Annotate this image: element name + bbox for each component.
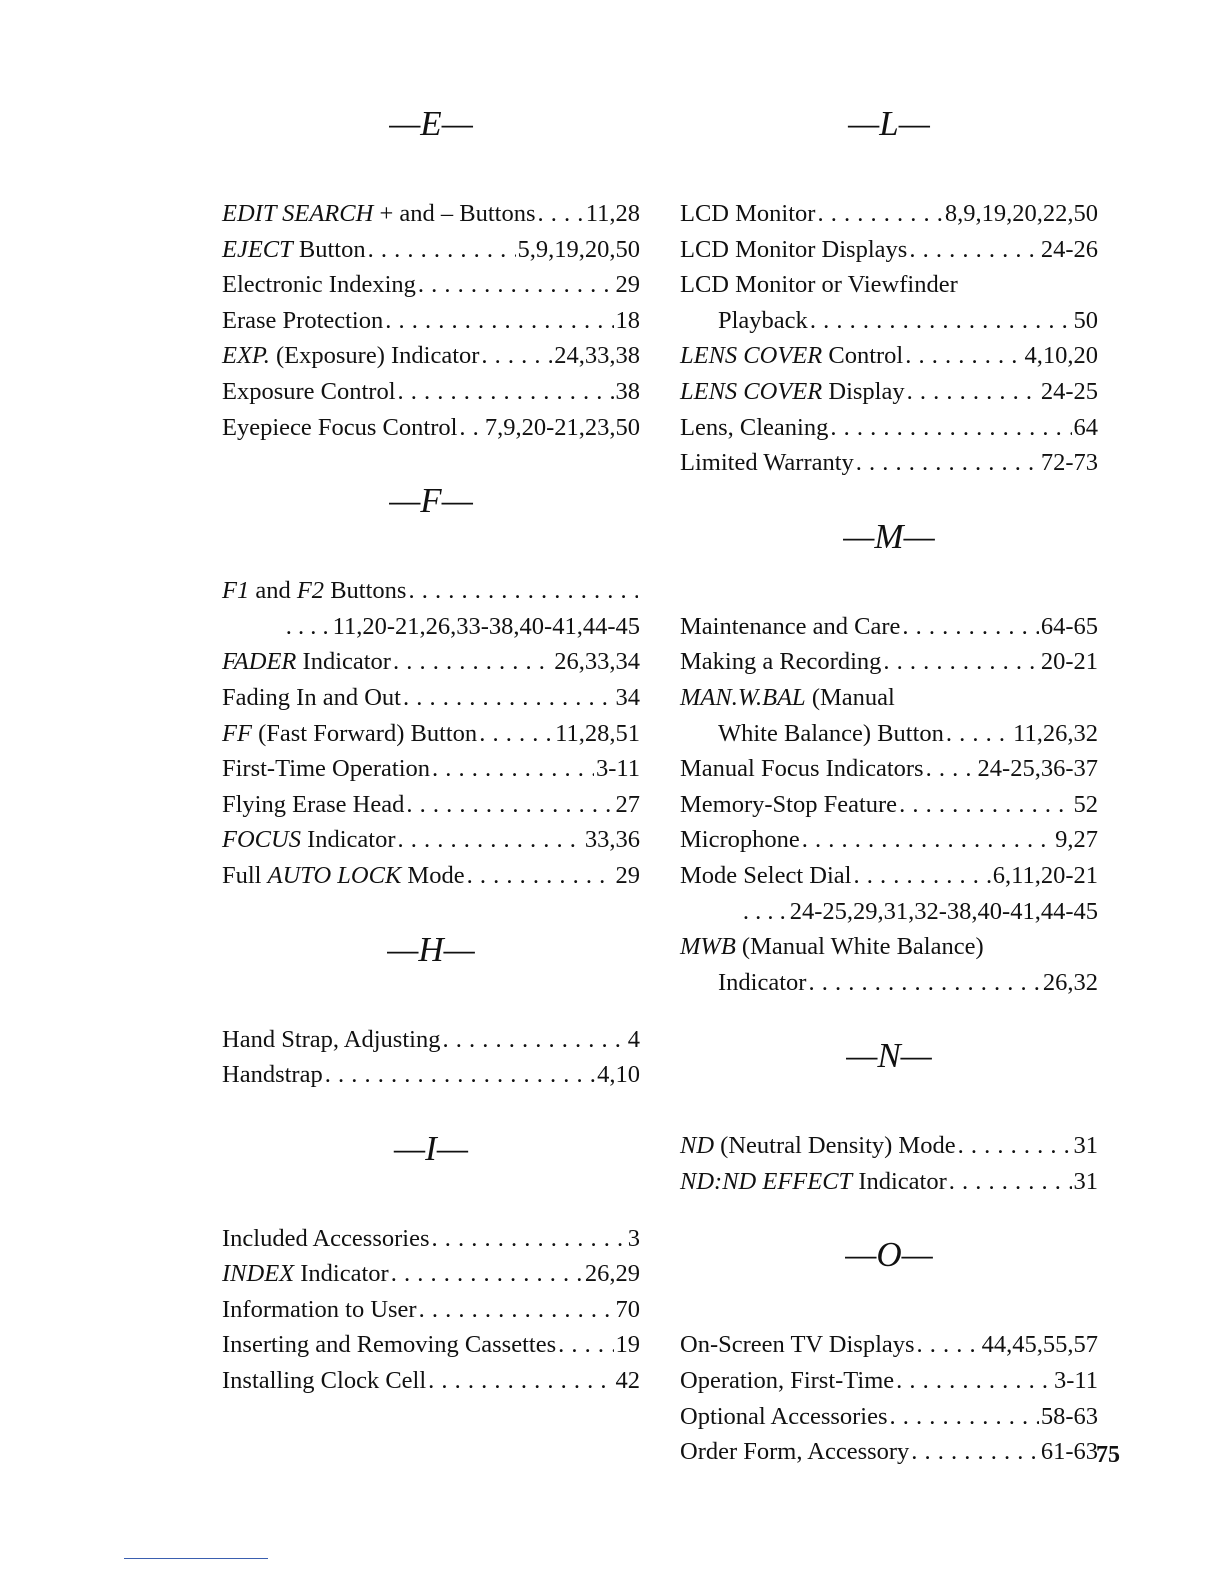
index-entry: [680, 410, 1098, 446]
entry-label: [222, 1327, 556, 1363]
index-entry: [680, 232, 1098, 268]
entry-label: [222, 196, 536, 232]
entry-label: [680, 680, 895, 716]
left-column: [222, 104, 640, 1399]
index-entry: [222, 267, 640, 303]
index-entry: [222, 1363, 640, 1399]
entry-label: [680, 644, 881, 680]
entry-pages: 24-25,29,31,32-38,40-41,44-45: [789, 897, 1098, 925]
entry-text: Full: [222, 861, 268, 889]
entry-pages: 11,28,51: [555, 719, 640, 747]
section-header: —L—: [848, 104, 930, 143]
entry-pages: 29: [615, 861, 640, 889]
entry-label: [680, 929, 984, 965]
section-o: [680, 1235, 1098, 1469]
entry-pages: 18: [615, 306, 640, 334]
entry-pages: 7,9,20-21,23,50: [484, 413, 640, 441]
entry-italic-text: MAN.W.BAL: [680, 683, 806, 711]
leader-dots: [432, 751, 594, 787]
index-entry: [680, 822, 1098, 858]
entry-text: LCD Monitor: [680, 200, 816, 227]
index-entry: [680, 1128, 1098, 1164]
index-entry: [222, 410, 640, 446]
entry-label: [222, 858, 465, 894]
entry-label: [222, 751, 430, 787]
entry-pages: 64: [1073, 413, 1098, 441]
index-entry: [680, 1434, 1098, 1470]
leader-dots: [817, 196, 942, 232]
entry-italic-text: AUTO LOCK: [267, 861, 402, 889]
index-entry: [680, 445, 1098, 481]
entry-text: Eyepiece Focus Control: [222, 413, 458, 441]
entry-italic-text: ND: [680, 1132, 715, 1160]
entry-pages: 29: [615, 271, 640, 299]
entry-text: Button: [292, 235, 366, 263]
entry-text: Mode Select Dial: [680, 861, 852, 889]
entry-label: [222, 267, 416, 303]
entry-pages: 4,10,20: [1024, 342, 1098, 370]
entry-label: [680, 232, 907, 268]
index-entry: [680, 680, 1098, 716]
index-entry: [222, 716, 640, 752]
leader-dots: [368, 232, 516, 268]
entry-text: LCD Monitor Displays: [680, 235, 908, 263]
section-l: [680, 104, 1098, 481]
entry-text: (Fast Forward) Button: [251, 719, 478, 747]
footer-rule: [124, 1558, 268, 1559]
leader-dots: [902, 609, 1038, 645]
entry-pages: 20-21: [1040, 648, 1098, 676]
entry-label: [680, 338, 903, 374]
entry-italic-text: LENS COVER: [680, 342, 823, 370]
entry-pages: 24,33,38: [554, 342, 640, 370]
section-m: [680, 517, 1098, 1001]
entry-pages: 58-63: [1040, 1402, 1098, 1430]
leader-dots: [385, 303, 613, 339]
leader-dots: [418, 267, 614, 303]
section-header: —H—: [387, 929, 475, 969]
entry-text: Buttons: [324, 577, 407, 605]
leader-dots: [958, 1128, 1072, 1164]
entry-italic-text: EJECT: [222, 235, 293, 263]
entry-label: [680, 1128, 956, 1164]
entry-label: [680, 1399, 888, 1435]
leader-dots: [398, 822, 583, 858]
index-entry: [680, 1164, 1098, 1200]
entry-text: Information to User: [222, 1295, 417, 1323]
entry-text: Handstrap: [222, 1061, 323, 1089]
entry-text: Operation, First-Time: [680, 1367, 895, 1395]
index-entry: [222, 751, 640, 787]
leader-dots: [949, 1164, 1072, 1200]
entry-label: [222, 644, 391, 680]
entry-text: Optional Accessories: [680, 1402, 888, 1430]
entry-pages: 33,36: [584, 826, 640, 854]
leader-dots: [907, 374, 1039, 410]
section-f: [222, 481, 640, 893]
index-entry: [222, 1256, 640, 1292]
leader-dots: [479, 716, 553, 752]
leader-dots: [459, 410, 482, 446]
entry-label: [680, 751, 924, 787]
leader-dots: [883, 644, 1038, 680]
index-entry: [222, 374, 640, 410]
entry-text: Playback: [718, 306, 808, 334]
right-column: [680, 104, 1098, 1470]
entry-pages: 31: [1073, 1167, 1098, 1195]
entry-text: LCD Monitor or Viewfinder: [680, 271, 958, 299]
index-entry: [680, 965, 1098, 1001]
entry-italic-text: INDEX: [222, 1260, 295, 1288]
entry-pages: 11,26,32: [1013, 719, 1098, 747]
entry-label: [680, 410, 828, 446]
entry-pages: 9,27: [1055, 826, 1098, 854]
index-entry: [222, 573, 640, 609]
entry-pages: 24-25: [1040, 377, 1098, 405]
entry-pages: 8,9,19,20,22,50: [944, 200, 1098, 227]
entry-text: (Exposure) Indicator: [269, 342, 480, 370]
leader-dots: [899, 787, 1071, 823]
entry-label: [222, 303, 383, 339]
entry-text: Mode: [401, 861, 465, 889]
leader-dots: [890, 1399, 1039, 1435]
index-entry: [680, 1363, 1098, 1399]
entry-label: [222, 1221, 430, 1257]
entry-text: Indicator: [296, 648, 391, 676]
entry-text: Exposure Control: [222, 377, 396, 405]
index-entry: [680, 196, 1098, 232]
entry-text: Fading In and Out: [222, 683, 401, 711]
leader-dots: [419, 1292, 614, 1328]
entry-text: Inserting and Removing Cassettes: [222, 1331, 557, 1359]
entry-label: [680, 1363, 894, 1399]
entry-text: First-Time Operation: [222, 755, 431, 783]
entry-text: Limited Warranty: [680, 449, 854, 477]
entry-text: (Neutral Density) Mode: [714, 1132, 956, 1160]
entry-text: White Balance) Button: [718, 719, 944, 747]
index-entry: [222, 680, 640, 716]
entry-pages: 34: [615, 683, 640, 711]
leader-dots: . . . .: [742, 897, 786, 925]
leader-dots: [558, 1327, 613, 1363]
entry-label: [680, 267, 958, 303]
entry-pages: 72-73: [1040, 449, 1098, 477]
section-header: —M—: [843, 516, 935, 556]
entry-text: Lens, Cleaning: [680, 413, 829, 441]
entry-label: [680, 609, 900, 645]
entry-pages: 11,20-21,26,33-38,40-41,44-45: [332, 612, 640, 640]
index-entry: [222, 338, 640, 374]
entry-text: Indicator: [852, 1167, 947, 1195]
entry-italic-text: F1: [222, 577, 250, 605]
section-header: —I—: [394, 1128, 468, 1168]
entry-italic-text: F2: [296, 577, 325, 605]
entry-label: [680, 374, 905, 410]
entry-italic-text: EXP.: [222, 342, 270, 370]
entry-label: [222, 1256, 389, 1292]
entry-text: Erase Protection: [222, 306, 384, 334]
entry-label: [680, 1164, 947, 1200]
index-entry: [222, 232, 640, 268]
index-entry: [680, 609, 1098, 645]
entry-label: [222, 1057, 323, 1093]
index-entry: [680, 894, 1098, 930]
index-entry: [680, 751, 1098, 787]
entry-italic-text: FOCUS: [222, 826, 301, 854]
entry-pages: 3-11: [596, 755, 640, 783]
index-entry: [222, 1292, 640, 1328]
index-entry: [222, 1022, 640, 1058]
index-entry: [680, 716, 1098, 752]
entry-text: (Manual White Balance): [735, 933, 984, 961]
entry-text: and: [249, 577, 297, 605]
entry-text: Control: [822, 342, 904, 370]
entry-label: [222, 374, 396, 410]
entry-pages: 3: [627, 1224, 640, 1252]
leader-dots: [393, 644, 552, 680]
entry-pages: 24-26: [1040, 235, 1098, 263]
entry-pages: 3-11: [1054, 1367, 1098, 1395]
entry-italic-text: FF: [222, 719, 252, 747]
entry-pages: 50: [1073, 306, 1098, 334]
entry-text: Display: [822, 377, 905, 405]
entry-pages: 52: [1073, 790, 1098, 818]
entry-italic-text: MWB: [680, 933, 736, 961]
entry-text: Indicator: [300, 826, 396, 854]
entry-label: [680, 1434, 909, 1470]
entry-italic-text: ND:ND EFFECT: [680, 1167, 853, 1195]
leader-dots: [856, 445, 1039, 481]
entry-pages: 4: [627, 1025, 640, 1053]
entry-label: [222, 232, 366, 268]
entry-pages: 27: [615, 790, 640, 818]
entry-pages: 70: [615, 1295, 640, 1323]
leader-dots: [905, 338, 1022, 374]
entry-text: Indicator: [294, 1260, 389, 1288]
leader-dots: [481, 338, 552, 374]
entry-pages: 4,10: [597, 1061, 640, 1089]
entry-label: [680, 822, 800, 858]
index-entry: [680, 644, 1098, 680]
entry-italic-text: EDIT SEARCH: [222, 200, 374, 227]
entry-text: Flying Erase Head: [222, 790, 405, 818]
entry-label: [222, 1363, 426, 1399]
section-header: —N—: [846, 1036, 932, 1076]
leader-dots: [467, 858, 614, 894]
index-entry: [222, 196, 640, 232]
section-h: [222, 930, 640, 1093]
section-header: —E—: [389, 104, 473, 143]
entry-pages: 38: [615, 377, 640, 405]
leader-dots: [325, 1057, 595, 1093]
entry-text: Manual Focus Indicators: [680, 755, 924, 783]
leader-dots: [403, 680, 614, 716]
index-entry: [222, 644, 640, 680]
leader-dots: [428, 1363, 613, 1399]
entry-label: [680, 858, 851, 894]
section-e: [222, 104, 640, 445]
entry-label: [718, 716, 944, 752]
index-entry: [680, 1399, 1098, 1435]
entry-pages: 31: [1073, 1132, 1098, 1160]
entry-label: [718, 303, 808, 339]
entry-label: [680, 196, 815, 232]
entry-text: Memory-Stop Feature: [680, 790, 898, 818]
section-header: —O—: [845, 1235, 933, 1275]
leader-dots: [909, 232, 1039, 268]
entry-pages: 61-63: [1040, 1438, 1098, 1466]
index-entry: [680, 858, 1098, 894]
leader-dots: . . . .: [285, 612, 329, 640]
leader-dots: [442, 1022, 625, 1058]
leader-dots: [538, 196, 584, 232]
leader-dots: [406, 787, 613, 823]
entry-text: On-Screen TV Displays: [680, 1331, 915, 1359]
entry-label: [222, 680, 401, 716]
index-entry: [222, 858, 640, 894]
leader-dots: [808, 965, 1040, 1001]
entry-label: [222, 822, 396, 858]
leader-dots: [896, 1363, 1052, 1399]
index-entry: [222, 822, 640, 858]
entry-text: Maintenance and Care: [680, 612, 901, 640]
entry-label: [222, 1292, 417, 1328]
leader-dots: [810, 303, 1072, 339]
leader-dots: [432, 1221, 626, 1257]
index-entry: [680, 1327, 1098, 1363]
entry-italic-text: FADER: [222, 648, 297, 676]
entry-text: Installing Clock Cell: [222, 1367, 427, 1395]
entry-label: [222, 1022, 440, 1058]
index-entry: [222, 1057, 640, 1093]
leader-dots: [926, 751, 976, 787]
index-entry: [222, 787, 640, 823]
leader-dots: [853, 858, 990, 894]
entry-text: Indicator: [718, 968, 807, 996]
entry-label: [680, 445, 854, 481]
entry-label: [222, 410, 457, 446]
leader-dots: [830, 410, 1071, 446]
index-entry: [222, 609, 640, 645]
entry-text: (Manual: [805, 683, 895, 711]
index-entry: [680, 303, 1098, 339]
section-i: [222, 1129, 640, 1399]
entry-pages: 42: [615, 1367, 640, 1395]
entry-pages: 26,32: [1042, 968, 1098, 996]
entry-pages: 5,9,19,20,50: [517, 235, 640, 263]
leader-dots: [391, 1256, 583, 1292]
entry-label: [222, 573, 406, 609]
entry-text: Microphone: [680, 826, 800, 854]
entry-italic-text: LENS COVER: [680, 377, 823, 405]
entry-pages: 24-25,36-37: [977, 755, 1098, 783]
index-entry: [680, 787, 1098, 823]
entry-label: [222, 338, 479, 374]
index-entry: [222, 1221, 640, 1257]
entry-text: Hand Strap, Adjusting: [222, 1025, 441, 1053]
index-entry: [680, 374, 1098, 410]
entry-text: + and – Buttons: [373, 200, 536, 227]
entry-label: [680, 787, 897, 823]
entry-pages: 26,33,34: [554, 648, 640, 676]
entry-pages: 26,29: [584, 1260, 640, 1288]
leader-dots: [917, 1327, 980, 1363]
entry-text: Electronic Indexing: [222, 271, 416, 299]
section-header: —F—: [389, 481, 473, 521]
index-entry: [680, 267, 1098, 303]
entry-label: [680, 1327, 915, 1363]
entry-text: Order Form, Accessory: [680, 1438, 910, 1466]
leader-dots: [946, 716, 1011, 752]
entry-label: [718, 965, 806, 1001]
entry-pages: 44,45,55,57: [981, 1331, 1098, 1359]
entry-label: [222, 716, 477, 752]
section-n: [680, 1036, 1098, 1199]
index-entry: [680, 929, 1098, 965]
index-entry: [222, 1327, 640, 1363]
entry-pages: 11,28: [585, 200, 640, 227]
entry-pages: 6,11,20-21: [992, 861, 1098, 889]
entry-pages: 19: [615, 1331, 640, 1359]
entry-text: Making a Recording: [680, 648, 882, 676]
entry-pages: 64-65: [1040, 612, 1098, 640]
entry-text: Included Accessories: [222, 1224, 430, 1252]
leader-dots: [802, 822, 1053, 858]
index-entry: [680, 338, 1098, 374]
leader-dots: [911, 1434, 1039, 1470]
entry-label: [222, 787, 404, 823]
leader-dots: [408, 573, 638, 609]
leader-dots: [398, 374, 614, 410]
page-number: 75: [1096, 1442, 1120, 1468]
index-entry: [222, 303, 640, 339]
